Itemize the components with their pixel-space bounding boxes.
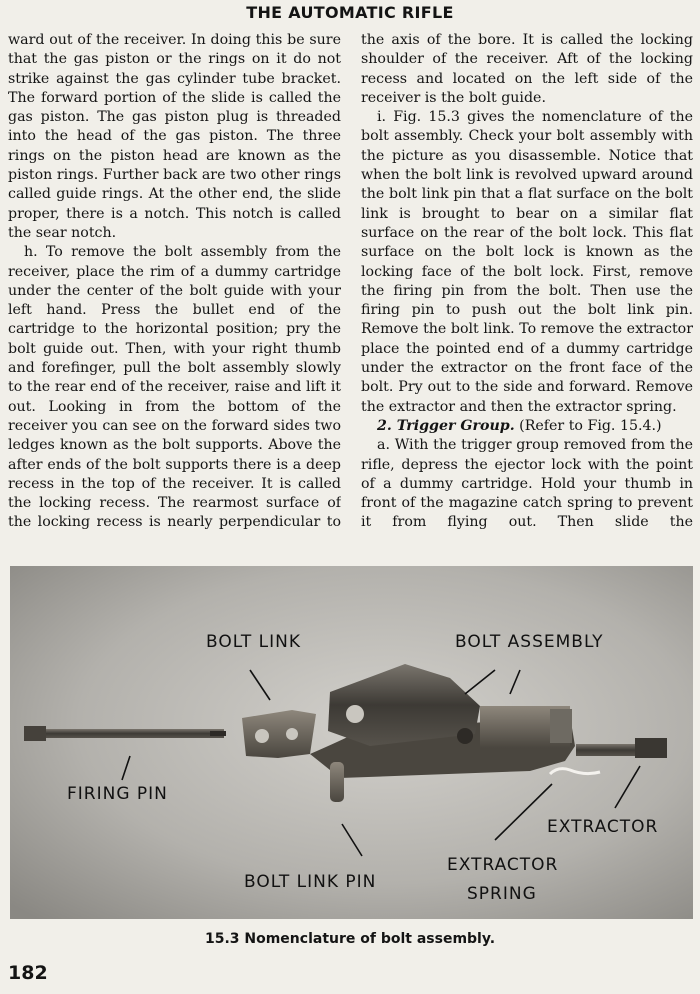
paragraph: h. To remove the bolt assembly from the receiver, place the rim of a dummy cartridge under the center of the bolt guide with your left hand. Press the bullet end of the cartridge to the horizontal position; pry the bolt guide out. Then, with your right thumb and forefinger, pull the bolt assembly slowly to the rear end of the receiver, raise and lift it out. Looking in from the bottom of the receiver you can see on the forward sides two ledges known as the bolt supports. Above the after ends of the bolt supports there is a deep recess in the top of the receiver. It is called the locking recess. The rearmost surface of the locking recess is nearly perpendicular to: [8, 244, 341, 531]
paragraph: a. With the trigger group removed from the rifle, depress the ejector lock with the point of a dummy cartridge. Hold your thumb in front of the magazine catch spring to prevent it from flying out. Then slide the: [361, 437, 693, 531]
paragraph: ward out of the receiver. In doing this be sure that the gas piston or the rings on it do not strike against the gas cylinder tube bracket. The forward portion of the slide is called the gas piston. The gas piston plug is threaded into the head of the gas piston. The three rings on the piston head are known as the piston rings. Further back are two other rings called guide rings. At the other end, the slide proper, there is a notch. This notch is called the sear notch.: [8, 32, 341, 241]
bolt-assembly-illustration: [10, 566, 693, 919]
bolt-link-pin-shape: [330, 762, 344, 802]
section-heading: 2. Trigger Group.: [377, 417, 515, 434]
paragraph: the axis of the bore. It is called the locking shoulder of the receiver. Aft of the locking recess and located on the left side of the receiver is the bolt guide.: [361, 32, 693, 106]
page-number: 182: [8, 962, 48, 984]
label-bolt-assembly: BOLT ASSEMBLY: [455, 632, 604, 652]
text-column-left: [8, 31, 341, 551]
label-firing-pin: FIRING PIN: [67, 784, 168, 804]
paragraph: i. Fig. 15.3 gives the nomenclature of the bolt assembly. Check your bolt assembly with the picture as you disassemble. Notice that when the bolt link is revolved upward around the bolt link pin that a flat surface on the bolt link is brought to bear on a similar flat surface on the rear of the bolt lock. This flat surface on the bolt lock is known as the locking face of the bolt lock. First, remove the firing pin from the bolt. Then use the firing pin to push out the bolt link pin. Remove the bolt link. To remove the extractor place the pointed end of a dummy cartridge under the extractor on the front face of the bolt. Pry out to the side and forward. Remove the extractor and then the extractor spring.: [361, 109, 693, 415]
bolt-link-shape: [242, 710, 316, 758]
section-reference: (Refer to Fig. 15.4.): [514, 417, 662, 434]
running-head: THE AUTOMATIC RIFLE: [246, 3, 454, 22]
paragraph: [361, 417, 693, 436]
bolt-assembly-photo: [10, 566, 693, 919]
text-column-right: [361, 31, 693, 551]
figure-caption: 15.3 Nomenclature of bolt assembly.: [204, 931, 496, 947]
label-bolt-link-pin: BOLT LINK PIN: [244, 872, 377, 892]
label-extractor-spring-line1: EXTRACTOR: [447, 855, 559, 875]
label-extractor-spring-line2: SPRING: [467, 884, 537, 904]
label-extractor: EXTRACTOR: [547, 817, 659, 837]
label-bolt-link: BOLT LINK: [206, 632, 302, 652]
